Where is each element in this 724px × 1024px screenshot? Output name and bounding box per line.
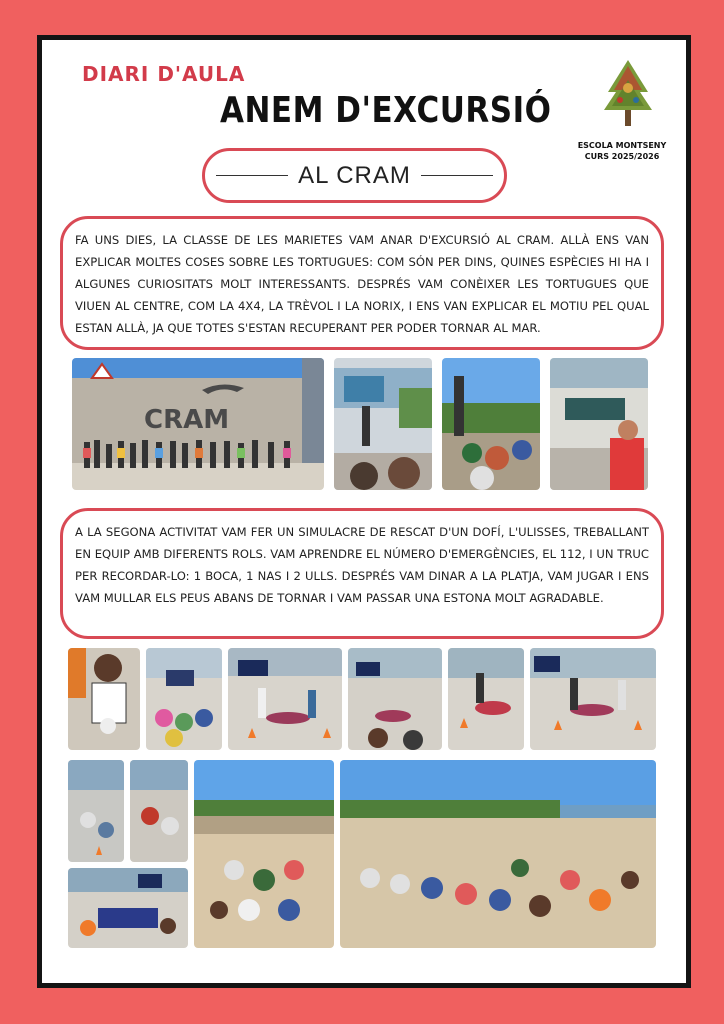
photo-seated-children bbox=[146, 648, 222, 750]
photo-talk-room bbox=[334, 358, 432, 490]
photo-rescue-drill-2 bbox=[348, 648, 442, 750]
photo-hallway-children bbox=[68, 760, 124, 862]
school-info bbox=[572, 140, 672, 162]
photo-rescue-drill-4 bbox=[530, 648, 656, 750]
photo-rescue-drill-1 bbox=[228, 648, 342, 750]
section-heading-label: AL CRAM bbox=[298, 161, 411, 189]
photo-indoor-play bbox=[130, 760, 188, 862]
cram-sign-text: CRAM bbox=[144, 405, 230, 435]
school-year: CURS 2025/2026 bbox=[584, 152, 660, 161]
section-heading bbox=[202, 148, 507, 203]
photo-turtle-tank bbox=[550, 358, 648, 490]
divider-right bbox=[421, 175, 493, 176]
photo-outdoor-group bbox=[442, 358, 540, 490]
newsletter-page bbox=[37, 35, 691, 988]
paragraph-first: FA UNS DIES, LA CLASSE DE LES MARIETES VAM ANAR D'EXCURSIÓ AL CRAM. ALLÀ ENS VAN EXPLICAR MOLTES COSES SOBRE LES TORTUGUES: COM SÓN PER DINS, QUINES ESPÈCIES HI HA I ALGUNES CURIOSITATS MOLT INTERESSANTS. DESPRÉS VAM CONÈIXER LES TORTUGUES QUE VIUEN AL CENTRE, COM LA 4X4, LA TRÈVOL I LA NORIX, I ENS VAN EXPLICAR EL MOTIU PEL QUAL ESTAN ALLÀ, JA QUE TOTES S'ESTAN RECUPERANT PER PODER TORNAR AL MAR. bbox=[60, 216, 664, 350]
photo-beach-lunch bbox=[194, 760, 334, 948]
newsletter-subtitle: DIARI D'AULA bbox=[82, 62, 246, 86]
school-logo-tree-icon bbox=[598, 58, 658, 128]
photo-beach-circle bbox=[340, 760, 656, 948]
photo-child-ball bbox=[68, 648, 140, 750]
photo-cram-building bbox=[72, 358, 324, 490]
paragraph-second: A LA SEGONA ACTIVITAT VAM FER UN SIMULACRE DE RESCAT D'UN DOFÍ, L'ULISSES, TREBALLANT EN EQUIP AMB DIFERENTS ROLS. VAM APRENDRE EL NÚMERO D'EMERGÈNCIES, EL 112, I UN TRUC PER RECORDAR-LO: 1 BOCA, 1 NAS I 2 ULLS. DESPRÉS VAM DINAR A LA PLATJA, VAM JUGAR I ENS VAM MULLAR ELS PEUS ABANS DE TORNAR I VAM PASSAR UNA ESTONA MOLT AGRADABLE. bbox=[60, 508, 664, 639]
photo-rescue-drill-3 bbox=[448, 648, 524, 750]
divider-left bbox=[216, 175, 288, 176]
page-title: ANEM D'EXCURSIÓ bbox=[220, 90, 552, 132]
school-name: ESCOLA MONTSENY bbox=[577, 141, 667, 150]
photo-display-table bbox=[68, 868, 188, 948]
